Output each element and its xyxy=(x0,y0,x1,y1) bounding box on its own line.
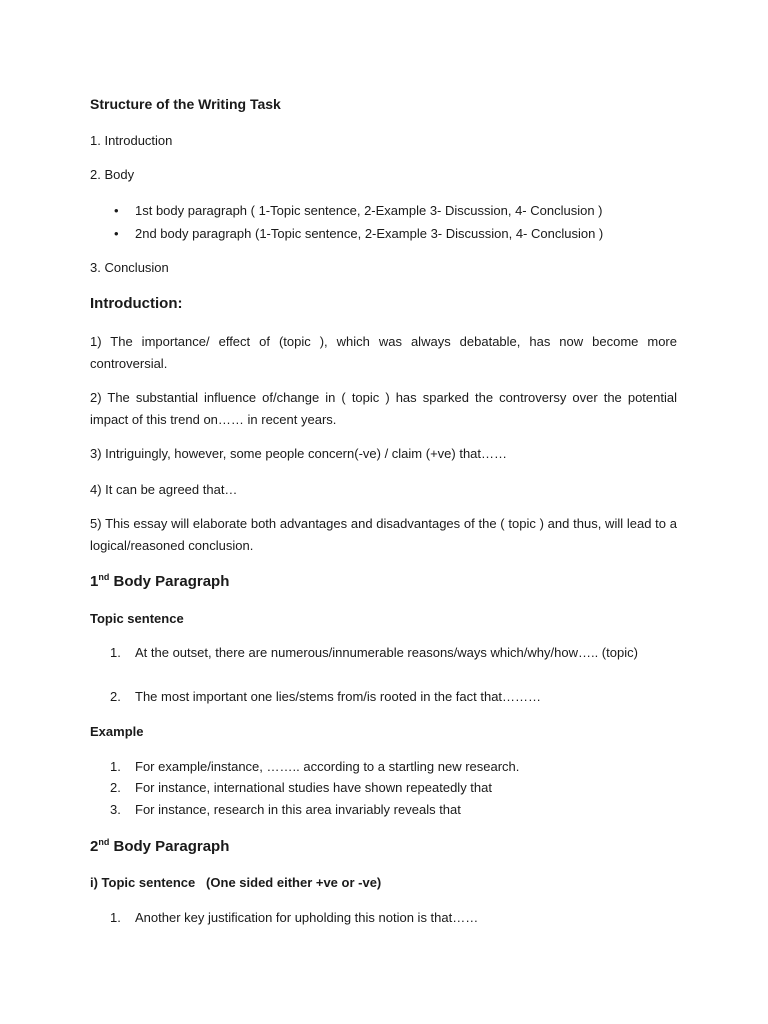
intro-paragraph-5: 5) This essay will elaborate both advantages and disadvantages of the ( topic ) and thus, will lead to a logical/reasoned conclusion. xyxy=(90,516,677,553)
body1-heading xyxy=(90,571,677,593)
body1-heading-ordinal: nd xyxy=(98,572,110,582)
list-text: The most important one lies/stems from/is rooted in the fact that……… xyxy=(135,689,542,704)
list-text: For instance, research in this area invariably reveals that xyxy=(135,802,461,817)
list-item xyxy=(90,756,677,778)
body2-topic-heading: i) Topic sentence (One sided either +ve or -ve) xyxy=(90,875,382,890)
outline-item-conclusion: 3. Conclusion xyxy=(90,260,169,275)
document-title: Structure of the Writing Task xyxy=(90,96,281,112)
list-number: 2. xyxy=(110,780,121,795)
outline-item-introduction: 1. Introduction xyxy=(90,133,173,148)
outline-item-body: 2. Body xyxy=(90,167,135,182)
list-number: 2. xyxy=(110,689,121,704)
intro-paragraph-3: 3) Intriguingly, however, some people concern(-ve) / claim (+ve) that…… xyxy=(90,446,508,461)
body1-heading-number: 1 xyxy=(90,573,99,590)
body2-heading xyxy=(90,836,677,858)
outline-bullet-item xyxy=(90,223,677,245)
bullet-text: 2nd body paragraph (1-Topic sentence, 2-Example 3- Discussion, 4- Conclusion ) xyxy=(135,226,604,241)
list-text: For example/instance, …….. according to a startling new research. xyxy=(135,759,520,774)
body1-topic-heading: Topic sentence xyxy=(90,611,184,626)
bullet-glyph: • xyxy=(114,226,119,241)
body1-example-heading: Example xyxy=(90,724,144,739)
list-item xyxy=(90,907,677,929)
list-item xyxy=(90,686,677,708)
list-number: 1. xyxy=(110,759,121,774)
body2-heading-number: 2 xyxy=(90,838,99,855)
list-item xyxy=(90,777,677,799)
bullet-glyph: • xyxy=(114,203,119,218)
introduction-heading: Introduction: xyxy=(90,295,183,312)
list-text: Another key justification for upholding this notion is that…… xyxy=(135,910,479,925)
list-number: 1. xyxy=(110,910,121,925)
list-item xyxy=(90,642,677,664)
list-number: 1. xyxy=(110,645,121,660)
body1-heading-text: Body Paragraph xyxy=(109,573,230,590)
list-number: 3. xyxy=(110,802,121,817)
outline-bullet-item xyxy=(90,200,677,222)
bullet-text: 1st body paragraph ( 1-Topic sentence, 2-Example 3- Discussion, 4- Conclusion ) xyxy=(135,203,603,218)
intro-paragraph-1: 1) The importance/ effect of (topic ), which was always debatable, has now become more controversial. xyxy=(90,334,677,371)
list-text: At the outset, there are numerous/innumerable reasons/ways which/why/how….. (topic) xyxy=(135,645,638,660)
body2-heading-text: Body Paragraph xyxy=(109,838,230,855)
list-item xyxy=(90,799,677,821)
list-text: For instance, international studies have shown repeatedly that xyxy=(135,780,492,795)
body2-heading-ordinal: nd xyxy=(98,837,110,847)
intro-paragraph-2: 2) The substantial influence of/change in ( topic ) has sparked the controversy over the potential impact of this trend on…… in recent years. xyxy=(90,390,677,427)
intro-paragraph-4: 4) It can be agreed that… xyxy=(90,482,238,497)
